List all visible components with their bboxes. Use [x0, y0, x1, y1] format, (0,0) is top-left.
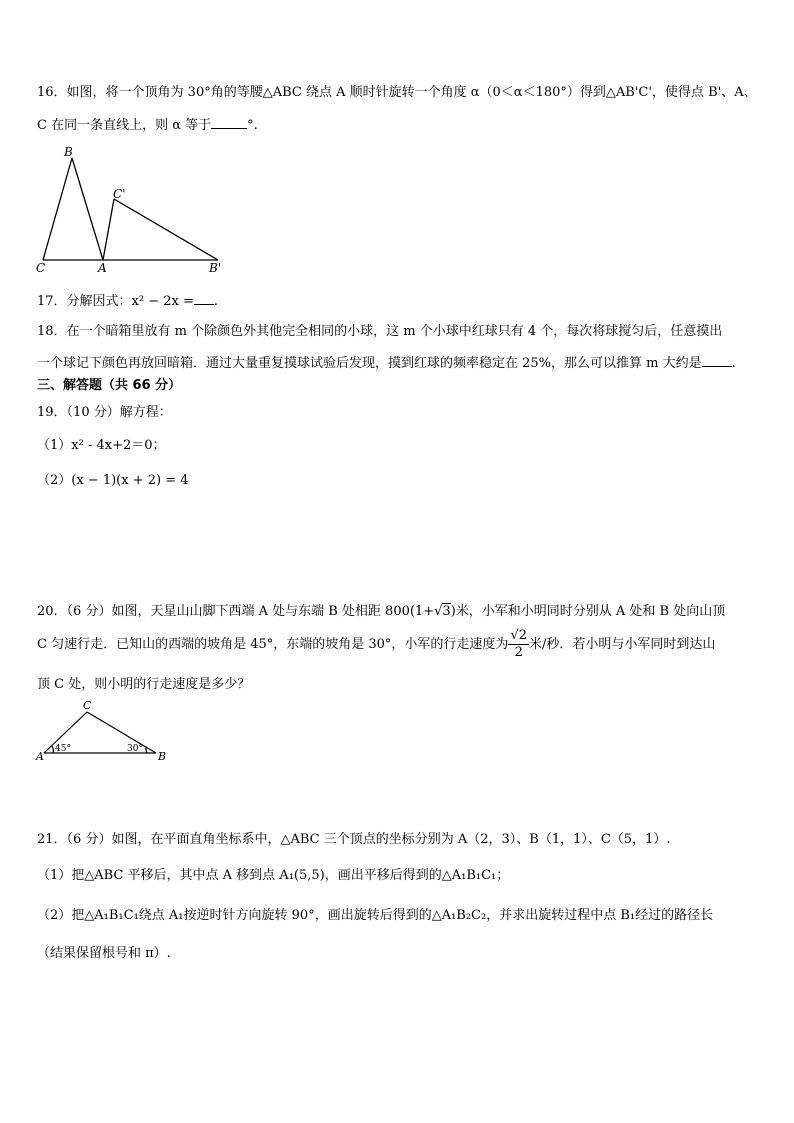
q19-title: 19．（10 分）解方程： [37, 405, 172, 420]
q18-line2 [37, 352, 736, 373]
q20-sqrt-radicand: 3 [442, 604, 451, 619]
q16-line2 [37, 114, 258, 135]
q20-label-b: B [158, 750, 167, 763]
q16-label-a: A [98, 261, 107, 275]
q20-line2 [37, 627, 715, 663]
q16-line1: 16．如图，将一个顶角为 30°角的等腰△ABC 绕点 A 顺时针旋转一个角度 α（0＜α＜180°）得到△AB'C'，使得点 B'、A、 [37, 85, 757, 100]
q20-label-a: A [36, 750, 44, 763]
q20-line2b: 米/秒．若小明与小军同时到达山 [529, 637, 716, 652]
q16-label-c: C [36, 261, 46, 275]
q20-line1b: )米，小军和小明同时分别从 A 处和 B 处向山顶 [450, 604, 726, 619]
q20-line1a: 20．（6 分）如图，天星山山脚下西端 A 处与东端 B 处相距 800(1+ [37, 604, 435, 619]
q16-label-c-prime: C' [113, 187, 126, 201]
section-3-heading: 三、解答题（共 66 分） [37, 378, 182, 393]
q20-sqrt-sign: √ [434, 604, 443, 619]
q21-line1: 21．（6 分）如图，在平面直角坐标系中，△ABC 三个顶点的坐标分别为 A（2，3）、B（1，1）、C（5，1）. [37, 832, 671, 847]
q16-line2-end: °. [247, 118, 258, 133]
q20-side-cb [87, 712, 156, 753]
q16-label-b-prime: B' [209, 261, 222, 275]
q18-line2-end: . [731, 356, 736, 371]
q19-part1: （1）x² - 4x+2＝0； [37, 438, 166, 453]
q21-part2b: （结果保留根号和 π）. [37, 946, 171, 961]
q16-side-cb [43, 158, 72, 260]
q16-figure [30, 142, 230, 277]
q21-part2a: （2）把△A₁B₁C₁绕点 A₁按逆时针方向旋转 90°，画出旋转后得到的△A₁B₂C₂，并求出旋转过程中点 B₁经过的路径长 [37, 908, 714, 923]
q16-side-ba [72, 158, 103, 260]
q16-side-c-prime-b-prime [114, 199, 218, 260]
q16-side-ac-prime [103, 199, 114, 260]
q17-text: 17．分解因式：x² − 2x = [37, 294, 194, 309]
q20-figure [30, 696, 180, 766]
q20-speed-fraction [508, 628, 529, 661]
q20-label-angle-a: 45° [55, 744, 71, 754]
q20-line3: 顶 C 处，则小明的行走速度是多少？ [37, 677, 251, 692]
q20-line2a: C 匀速行走．已知山的西端的坡角是 45°，东端的坡角是 30°，小军的行走速度为 [37, 637, 509, 652]
q20-line1 [37, 603, 725, 621]
q20-frac-numerator: √2 [510, 628, 527, 643]
q20-frac-denominator: 2 [514, 645, 523, 660]
q20-label-c: C [83, 699, 92, 712]
q16-label-b: B [64, 145, 73, 159]
q16-answer-blank [211, 114, 247, 129]
q19-part2: （2）(x − 1)(x + 2) = 4 [37, 473, 189, 488]
q18-line1: 18．在一个暗箱里放有 m 个除颜色外其他完全相同的小球，这 m 个小球中红球只有 4 个，每次将球搅匀后，任意摸出 [37, 324, 723, 339]
q20-angle-arc-a [52, 746, 53, 753]
q21-part1: （1）把△ABC 平移后，其中点 A 移到点 A₁(5,5)，画出平移后得到的△A₁B₁C₁； [37, 868, 510, 883]
q20-label-angle-b: 30° [127, 744, 143, 754]
q17-line [37, 290, 218, 311]
q18-answer-blank [702, 352, 732, 367]
q17-end: . [213, 294, 219, 309]
q16-line2-text: C 在同一条直线上，则 α 等于 [37, 118, 212, 133]
q17-answer-blank [194, 290, 214, 305]
q18-line2-text: 一个球记下颜色再放回暗箱．通过大量重复摸球试验后发现，摸到红球的频率稳定在 25%，那么可以推算 m 大约是 [37, 356, 702, 371]
